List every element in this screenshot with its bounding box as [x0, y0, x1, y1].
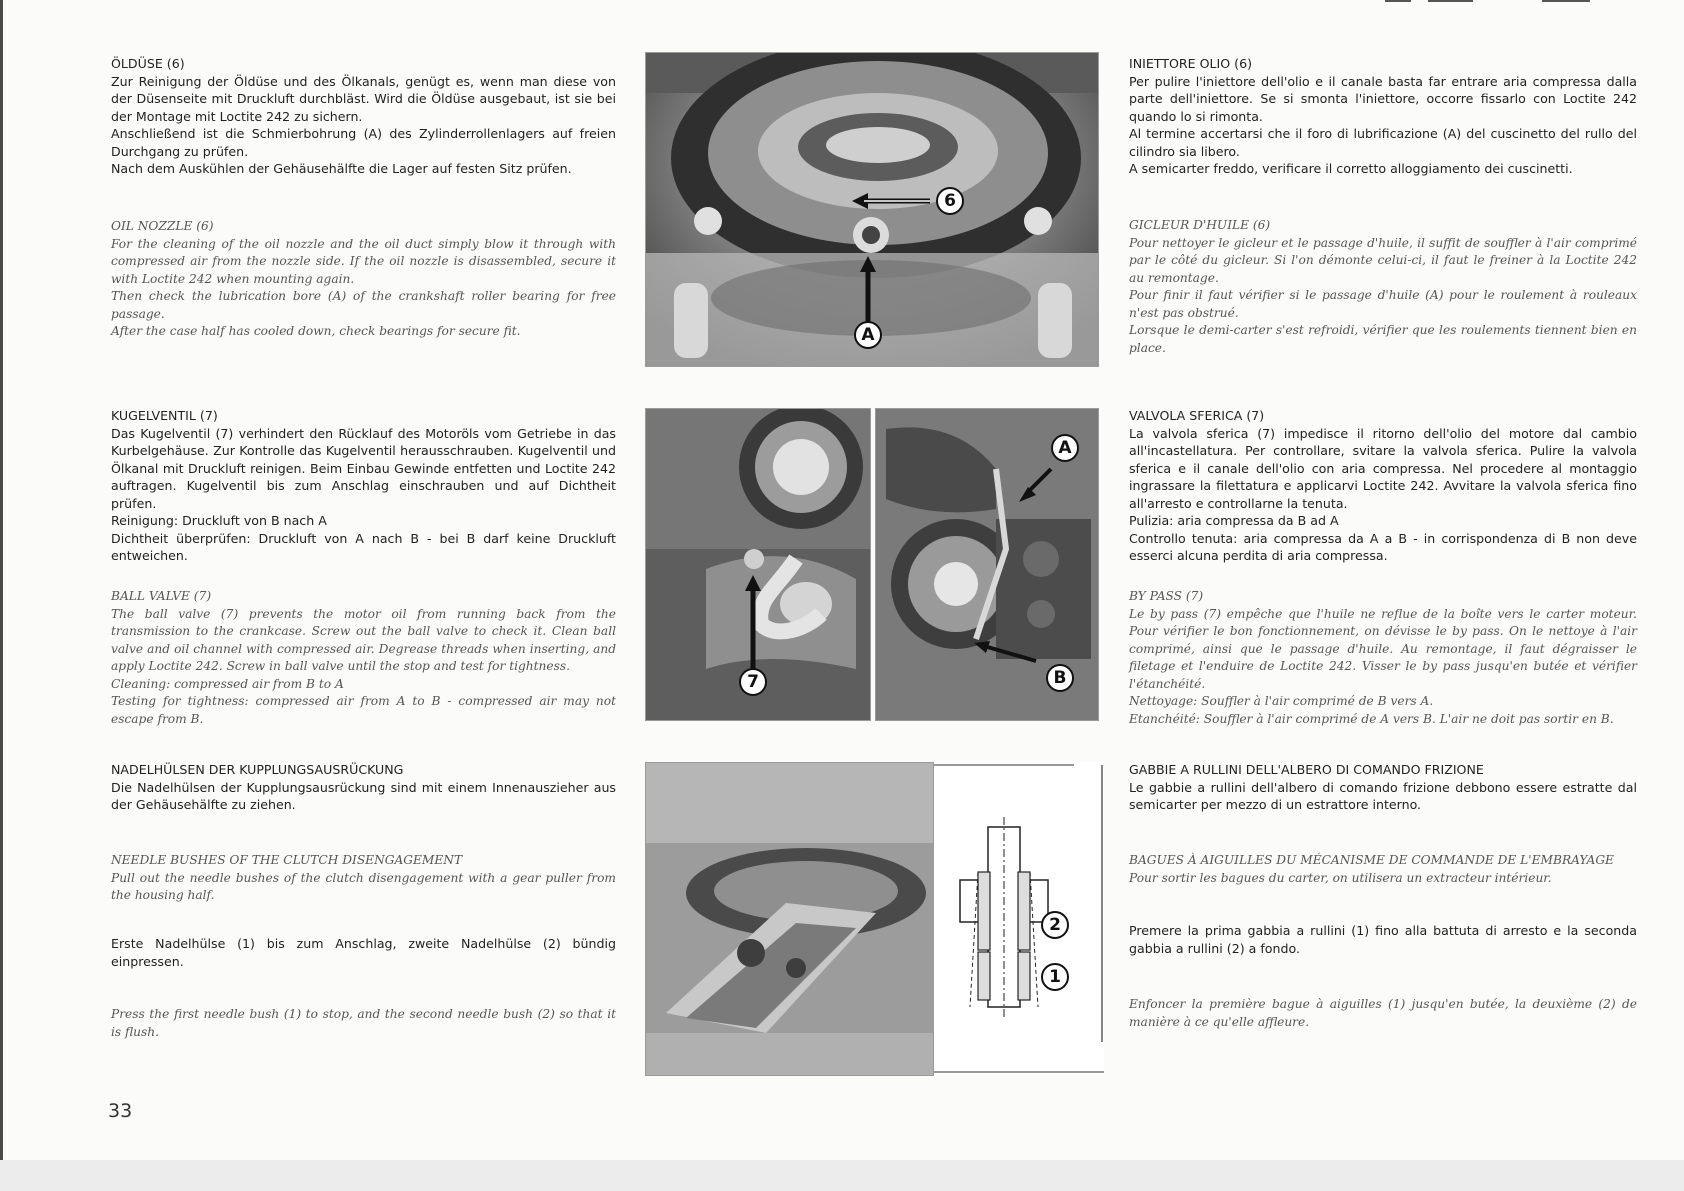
- callout-a: A: [854, 321, 882, 349]
- needle-bushes-image: [646, 763, 933, 1075]
- paragraph: Nettoyage: Souffler à l'air comprimé de B vers A.: [1129, 694, 1434, 708]
- paragraph: The ball valve (7) prevents the motor oil from running back from the transmission to the crankcase. Screw out the ball valve to check it. Clean ball valve and oil channel with compressed air. Degrease threads when inserting, and apply Loctite 242. Screw in ball valve until the stop and test for tightness.: [111, 606, 616, 673]
- section-gabbie-rullini: [1129, 761, 1637, 814]
- section-kugelventil: [111, 407, 616, 565]
- paragraph: Pour finir il faut vérifier si le passage d'huile (A) pour le roulement à rouleaux n'est pas obstrué.: [1129, 288, 1637, 320]
- paragraph: Anschließend ist die Schmierbohrung (A) des Zylinderrollenlagers auf freien Durchgang zu prüfen.: [111, 126, 616, 159]
- paragraph: Per pulire l'iniettore dell'olio e il canale basta far entrare aria compressa dalla parte dell'iniettore. Se si smonta l'iniettore, occorre fissarlo con Loctite 242 quando lo si rimonta.: [1129, 73, 1637, 124]
- paragraph: A semicarter freddo, verificare il corretto alloggiamento dei cuscinetti.: [1129, 161, 1573, 176]
- paragraph: Zur Reinigung der Öldüse und des Ölkanals, genügt es, wenn man diese von der Düsenseite mit Druckluft durchbläst. Wird die Öldüse ausgebaut, ist sie bei der Montage mit Loctite 242 zu sichern.: [111, 73, 616, 124]
- paragraph: Premere la prima gabbia a rullini (1) fino alla battuta di arresto e la seconda gabbia a rullini (2) a fondo.: [1129, 923, 1637, 956]
- section-title: VALVOLA SFERICA (7): [1129, 408, 1265, 423]
- callout-1: 1: [1041, 963, 1069, 991]
- photo-oil-nozzle: [645, 52, 1099, 367]
- section-title: INIETTORE OLIO (6): [1129, 56, 1252, 71]
- paragraph: Le by pass (7) empêche que l'huile ne reflue de la boîte vers le carter moteur. Pour vérifier le bon fonctionnement, on dévisse le by pass. On le nettoye à l'air comprimé, ainsi que le passage d'huile. Au remontage, il faut dégraisser le filetage et l'enduire de Loctite 242. Visser le by pass jusqu'en butée et vérifier l'étanchéité.: [1129, 606, 1637, 691]
- paragraph: Enfoncer la première bague à aiguilles (1) jusqu'en butée, la deuxième (2) de manière à ce qu'elle affleure.: [1129, 997, 1637, 1029]
- paragraph: Pour sortir les bagues du carter, on utilisera un extracteur intérieur.: [1129, 870, 1552, 885]
- section-title: BAGUES À AIGUILLES DU MÉCANISME DE COMMANDE DE L'EMBRAYAGE: [1129, 853, 1614, 867]
- section-valvola-sferica: [1129, 407, 1637, 565]
- paragraph: La valvola sferica (7) impedisce il ritorno dell'olio del motore dal cambio all'incastellatura. Per controllare, svitare la valvola sferica. Pulire la valvola sferica e il canale dell'olio con aria compressa. Nel procedere al montaggio ingrassare la filettatura e applicarvi Loctite 242. Avvitare la valvola sferica fino all'arresto e controllarne la tenuta.: [1129, 425, 1637, 511]
- top-mark: [1385, 0, 1411, 2]
- section-title: BY PASS (7): [1129, 589, 1204, 603]
- callout-a: A: [1051, 434, 1079, 462]
- top-mark: [1428, 0, 1473, 2]
- paragraph: Etanchéité: Souffler à l'air comprimé de A vers B. L'air ne doit pas sortir en B.: [1129, 711, 1614, 726]
- page-bottom-margin: [0, 1160, 1684, 1191]
- section-title: GICLEUR D'HUILE (6): [1129, 218, 1271, 232]
- section-title: KUGELVENTIL (7): [111, 408, 218, 423]
- section-iniettore-olio: [1129, 55, 1637, 178]
- section-ball-valve-en: [111, 588, 616, 728]
- paragraph: Die Nadelhülsen der Kupplungsausrückung sind mit einem Innenauszieher aus der Gehäusehälfte zu ziehen.: [111, 779, 616, 812]
- section-bagues-fr: [1129, 852, 1637, 887]
- section-title: GABBIE A RULLINI DELL'ALBERO DI COMANDO FRIZIONE: [1129, 762, 1484, 777]
- section-gicleur-fr: [1129, 217, 1637, 357]
- paragraph: Pour nettoyer le gicleur et le passage d'huile, il suffit de souffler à l'air comprimé par le côté du gicleur. Si l'on démonte celui-ci, il faut le freiner à la Loctite 242 au remontage.: [1129, 235, 1637, 285]
- paragraph: Testing for tightness: compressed air from A to B - compressed air may not escape from B.: [111, 694, 616, 726]
- section-title: BALL VALVE (7): [111, 589, 212, 603]
- section-einpressen: [111, 935, 616, 970]
- callout-b: B: [1046, 664, 1074, 692]
- section-enfoncer-fr: [1129, 996, 1637, 1031]
- paragraph: After the case half has cooled down, check bearings for secure fit.: [111, 324, 521, 338]
- paragraph: Das Kugelventil (7) verhindert den Rücklauf des Motoröls vom Getriebe in das Kurbelgehäuse. Zur Kontrolle das Kugelventil herausschrauben. Kugelventil und Ölkanal mit Druckluft reinigen. Beim Einbau Gewinde entfetten und Loctite 242 auftragen. Kugelventil bis zum Anschlag einschrauben und auf Dichtheit prüfen.: [111, 425, 616, 511]
- paragraph: Pull out the needle bushes of the clutch disengagement with a gear puller from the housing half.: [111, 870, 616, 902]
- section-needle-bushes-en: [111, 852, 616, 905]
- paragraph: Le gabbie a rullini dell'albero di comando frizione debbono essere estratte dal semicarter per mezzo di un estrattore interno.: [1129, 779, 1637, 812]
- section-title: OIL NOZZLE (6): [111, 219, 214, 233]
- callout-2: 2: [1041, 911, 1069, 939]
- photo-ball-valve: [645, 408, 871, 721]
- section-title: NADELHÜLSEN DER KUPPLUNGSAUSRÜCKUNG: [111, 762, 404, 777]
- paragraph: For the cleaning of the oil nozzle and the oil duct simply blow it through with compressed air from the nozzle side. If the oil nozzle is disassembled, secure it with Loctite 242 when mounting again.: [111, 236, 616, 286]
- paragraph: Then check the lubrication bore (A) of the crankshaft roller bearing for free passage.: [111, 289, 616, 321]
- photo-valve-ports: [875, 408, 1099, 721]
- paragraph: Cleaning: compressed air from B to A: [111, 676, 344, 691]
- photo-needle-bushes: [645, 762, 934, 1076]
- section-title: NEEDLE BUSHES OF THE CLUTCH DISENGAGEMENT: [111, 853, 463, 867]
- crankcase-image: [646, 53, 1098, 366]
- needle-bush-section-drawing: [934, 762, 1104, 1074]
- paragraph: Pulizia: aria compressa da B ad A: [1129, 513, 1339, 528]
- paragraph: Al termine accertarsi che il foro di lubrificazione (A) del cuscinetto del rullo del cilindro sia libero.: [1129, 126, 1637, 159]
- section-premere: [1129, 922, 1637, 957]
- callout-7: 7: [739, 668, 767, 696]
- page-binding-edge: [0, 0, 3, 1160]
- paragraph: Erste Nadelhülse (1) bis zum Anschlag, zweite Nadelhülse (2) bündig einpressen.: [111, 936, 616, 969]
- paragraph: Controllo tenuta: aria compressa da A a B - in corrispondenza di B non deve esserci alcuna perdita di aria compressa.: [1129, 530, 1637, 563]
- paragraph: Lorsque le demi-carter s'est refroidi, vérifier que les roulements tiennent bien en place.: [1129, 323, 1637, 355]
- section-by-pass-fr: [1129, 588, 1637, 728]
- paragraph: Dichtheit überprüfen: Druckluft von A nach B - bei B darf keine Druckluft entweichen.: [111, 530, 616, 563]
- section-press-en: [111, 1006, 616, 1041]
- paragraph: Nach dem Auskühlen der Gehäusehälfte die Lager auf festen Sitz prüfen.: [111, 161, 572, 176]
- paragraph: Reinigung: Druckluft von B nach A: [111, 513, 327, 528]
- page-number: 33: [108, 1100, 133, 1122]
- drawing-needle-bushes: [934, 762, 1104, 1074]
- top-mark: [1542, 0, 1590, 2]
- section-oil-nozzle-en: [111, 218, 616, 341]
- paragraph: Press the first needle bush (1) to stop, and the second needle bush (2) so that it is flush.: [111, 1007, 616, 1039]
- callout-6: 6: [936, 187, 964, 215]
- section-oelduese: [111, 55, 616, 178]
- section-title: ÖLDÜSE (6): [111, 56, 185, 71]
- section-nadelhuelsen: [111, 761, 616, 814]
